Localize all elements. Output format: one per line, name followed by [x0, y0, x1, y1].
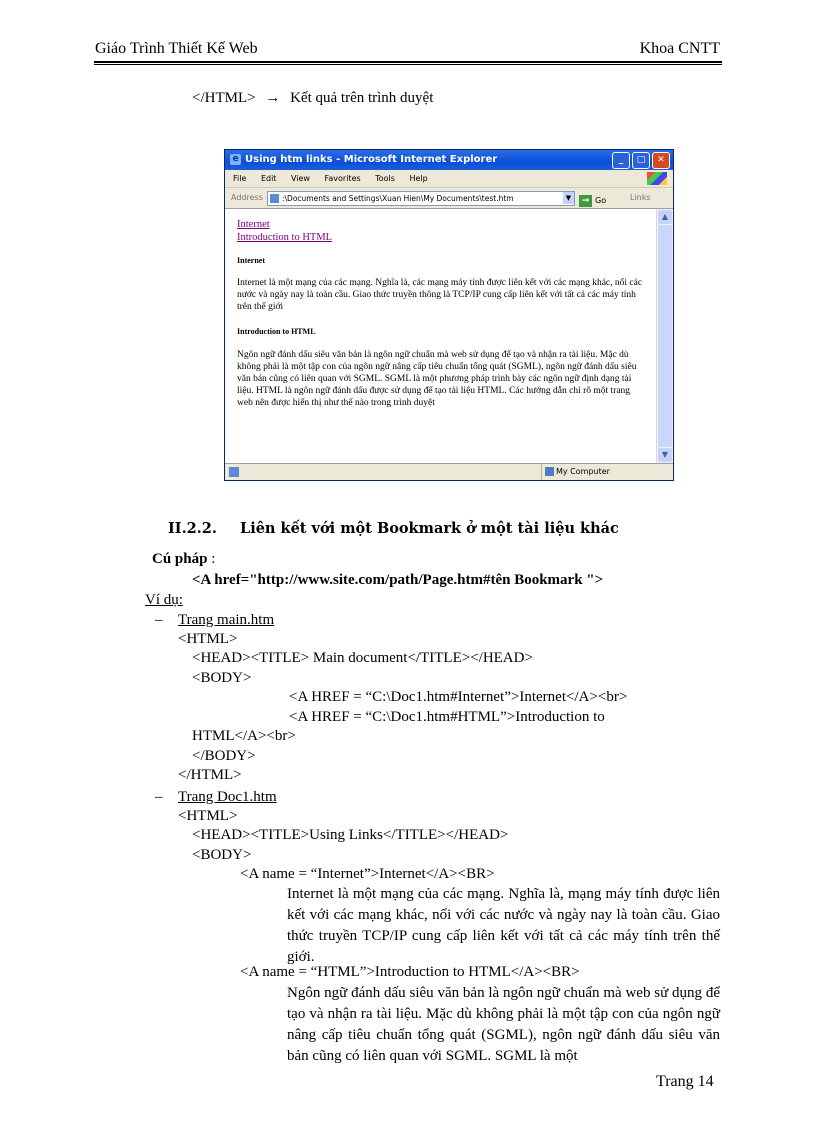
syntax-colon: :	[207, 551, 216, 567]
code-line: <A HREF = “C:\Doc1.htm#HTML”>Introduction to	[289, 709, 605, 725]
scroll-up-icon[interactable]: ▲	[658, 210, 672, 224]
code-line: <BODY>	[192, 847, 252, 863]
header-rule	[94, 61, 722, 63]
result-line	[192, 90, 433, 107]
syntax-code: <A href="http://www.site.com/path/Page.htm#tên Bookmark ">	[192, 572, 604, 588]
section-number: II.2.2.	[168, 520, 217, 537]
menu-tools[interactable]: Tools	[375, 174, 395, 183]
bullet-dash: –	[155, 789, 163, 805]
content-paragraph-internet: Internet là một mạng của các mạng. Nghĩa là, các mạng máy tính được liên kết với các mạng khác, nối các nước và ngày nay là toàn cầu. Giao thức truyền thông là TCP/IP cung cấp liên kết với tất cả các máy tính trên thế giới	[237, 278, 643, 312]
menu-favorites[interactable]: Favorites	[324, 174, 361, 183]
code-line: </HTML>	[178, 767, 242, 783]
code-line: <A name = “HTML”>Introduction to HTML</A><BR>	[240, 964, 580, 980]
menu-file[interactable]: File	[233, 174, 247, 183]
code-line: </BODY>	[192, 748, 256, 764]
scroll-thumb[interactable]	[658, 225, 672, 447]
code-line: <HTML>	[178, 631, 238, 647]
status-page-icon	[229, 467, 239, 477]
ie-icon: e	[230, 154, 241, 165]
maximize-icon[interactable]: □	[632, 152, 650, 169]
menu-help[interactable]: Help	[409, 174, 428, 183]
syntax-label: Cú pháp	[152, 551, 208, 567]
code-line: <A HREF = “C:\Doc1.htm#Internet”>Internet</A><br>	[289, 689, 628, 705]
minimize-icon[interactable]: _	[612, 152, 630, 169]
address-label: Address	[231, 193, 263, 202]
header-rule-thin	[94, 64, 722, 65]
page-icon	[270, 194, 279, 203]
menu-edit[interactable]: Edit	[260, 174, 277, 183]
go-arrow-icon: →	[579, 195, 592, 207]
result-text: Kết quả trên trình duyệt	[290, 90, 434, 106]
content-heading-html: Introduction to HTML	[237, 327, 316, 336]
example2-paragraph-internet: Internet là một mạng của các mạng. Nghĩa là, mạng máy tính được liên kết với các mạng khác, nối với các nước và ngày nay là toàn cầu. Giao thức truyền TCP/IP cung cấp liên kết với tất cả các máy tính trên thế giới.	[287, 886, 720, 965]
page-number: Trang 14	[656, 1073, 714, 1090]
header-department: Khoa CNTT	[639, 40, 720, 57]
scroll-down-icon[interactable]: ▼	[658, 448, 672, 462]
example-label: Ví dụ:	[145, 592, 183, 608]
address-input[interactable]	[267, 191, 575, 206]
result-tag: </HTML>	[192, 90, 256, 106]
browser-titlebar	[225, 150, 673, 170]
header-title: Giáo Trình Thiết Kế Web	[95, 40, 258, 57]
code-line: <HTML>	[178, 808, 238, 824]
link-internet[interactable]: Internet	[237, 219, 270, 230]
example2-paragraph-html: Ngôn ngữ đánh dấu siêu văn bản là ngôn ngữ chuẩn mà web sử dụng để tạo và nhận ra tài liệu. Mặc dù không phải là một tập con của ngôn ngữ nâng cấp tiêu chuẩn tổng quát (SGML), ngôn ngữ đánh dấu siêu văn bản cũng có liên quan với SGML. SGML là một	[287, 985, 720, 1064]
syntax-line	[152, 551, 215, 568]
windows-logo-icon	[647, 172, 667, 185]
code-line: <HEAD><TITLE>Using Links</TITLE></HEAD>	[192, 827, 509, 843]
menu-view[interactable]: View	[290, 174, 310, 183]
browser-menubar	[225, 170, 673, 188]
example2-title: Trang Doc1.htm	[178, 789, 277, 805]
code-line: <HEAD><TITLE> Main document</TITLE></HEAD>	[192, 650, 533, 666]
code-line: <A name = “Internet”>Internet</A><BR>	[240, 866, 495, 882]
section-title: Liên kết với một Bookmark ở một tài liệu khác	[240, 520, 619, 537]
content-paragraph-html: Ngôn ngữ đánh dấu siêu văn bản là ngôn ngữ chuẩn mà web sử dụng để tạo và nhận ra tài liệu. Mặc dù không phải là một tập con của ngôn ngữ nâng cấp tiêu chuẩn tổng quát (SGML), ngôn ngữ đánh dấu siêu văn bản cũng có liên quan với SGML. SGML là một phương pháp trình bày các ngôn ngữ định dạng tài liệu. HTML là ngôn ngữ đánh dấu được sử dụng để tạo tài liệu HTML. Các hướng dẫn chỉ rõ một trang web nên được hiển thị như thế nào trong trình duyệt	[237, 350, 637, 408]
browser-screenshot	[224, 149, 674, 481]
go-button[interactable]	[579, 191, 606, 211]
address-bar	[225, 188, 673, 209]
browser-content	[225, 209, 667, 463]
code-line: HTML</A><br>	[192, 728, 296, 744]
browser-title: Using htm links - Microsoft Internet Explorer	[245, 154, 498, 165]
code-line: <BODY>	[192, 670, 252, 686]
chevron-down-icon[interactable]: ▼	[563, 192, 574, 204]
status-zone	[541, 464, 610, 480]
content-heading-internet: Internet	[237, 256, 265, 265]
status-zone-label: My Computer	[556, 467, 610, 476]
example1-title: Trang main.htm	[178, 612, 275, 628]
close-icon[interactable]: ✕	[652, 152, 670, 169]
go-label: Go	[595, 196, 607, 205]
links-button[interactable]: Links	[630, 193, 651, 202]
computer-icon	[545, 467, 554, 476]
link-html[interactable]: Introduction to HTML	[237, 232, 333, 243]
arrow-right-icon: →	[265, 90, 281, 106]
bullet-dash: –	[155, 612, 163, 628]
address-value: :\Documents and Settings\Xuan Hien\My Documents\test.htm	[282, 194, 514, 203]
vertical-scrollbar[interactable]	[656, 209, 673, 463]
status-bar	[225, 463, 673, 480]
